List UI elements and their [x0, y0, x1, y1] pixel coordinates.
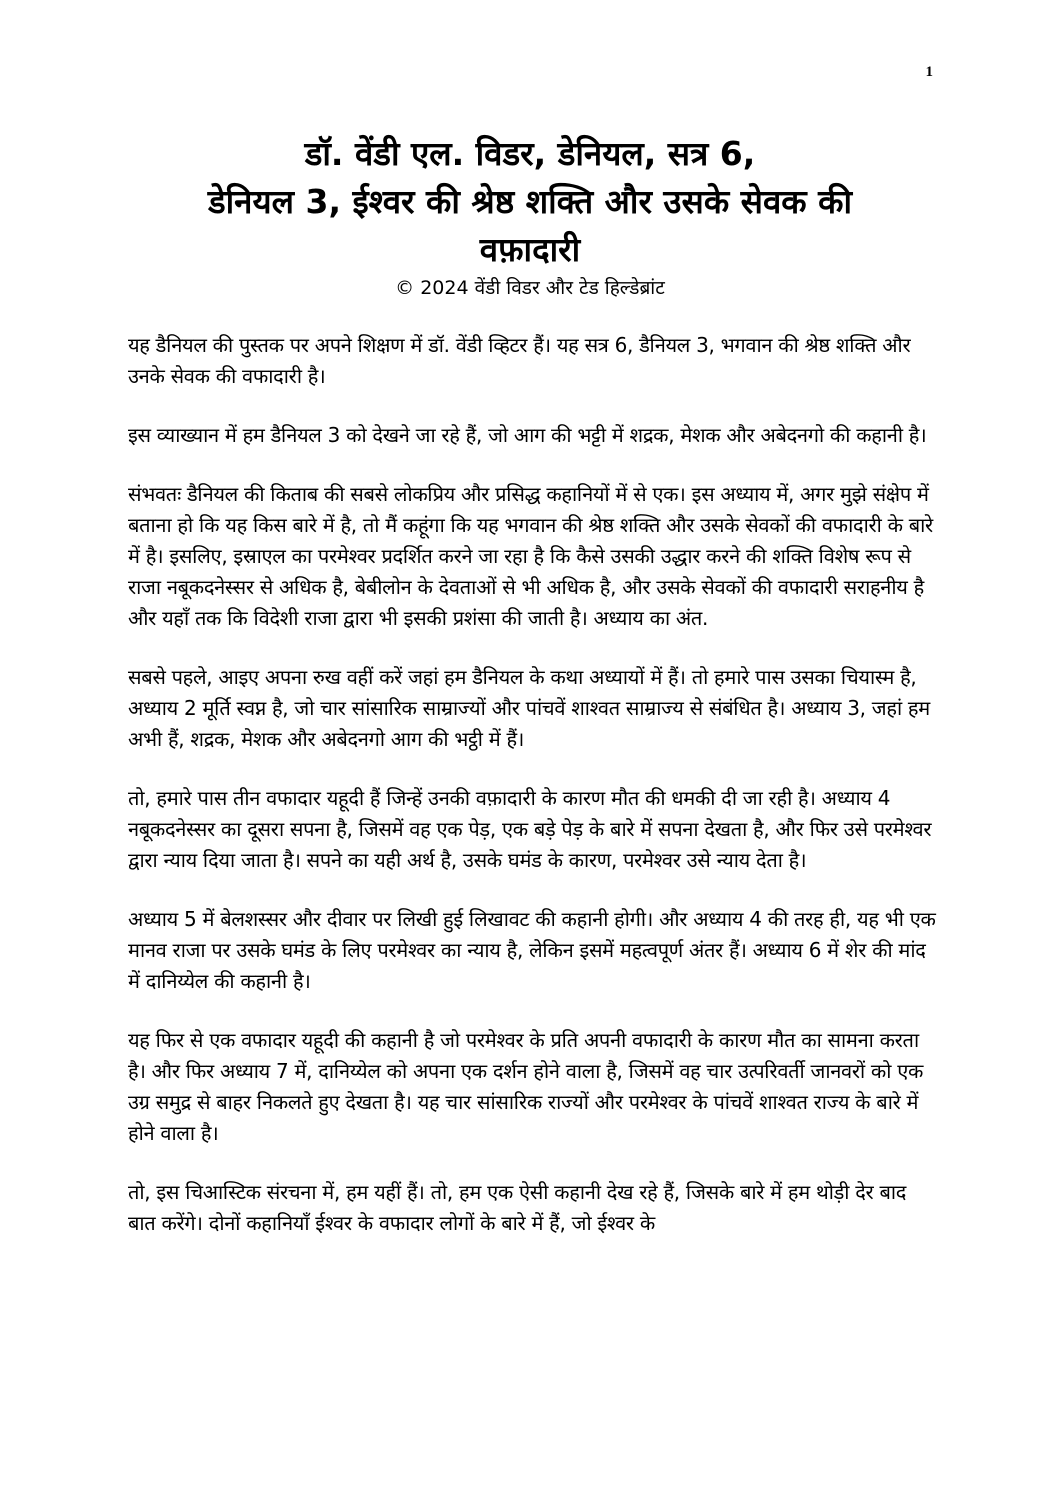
- body-text: [128, 330, 936, 1267]
- title-line-2: डेनियल 3, ईश्वर की श्रेष्ठ शक्ति और उसके सेवक की: [207, 182, 853, 221]
- paragraph: तो, हमारे पास तीन वफादार यहूदी हैं जिन्हें उनकी वफ़ादारी के कारण मौत की धमकी दी जा रही है। अध्याय 4 नबूकदनेस्सर का दूसरा सपना है, जिसमें वह एक पेड़, एक बड़े पेड़ के बारे में सपना देखता है, और फिर उसे परमेश्वर द्वारा न्याय दिया जाता है। सपने का यही अर्थ है, उसके घमंड के कारण, परमेश्वर उसे न्याय देता है।: [128, 786, 932, 872]
- paragraph: इस व्याख्यान में हम डैनियल 3 को देखने जा रहे हैं, जो आग की भट्टी में शद्रक, मेशक और अबेदनगो की कहानी है।: [128, 423, 927, 447]
- paragraph: सबसे पहले, आइए अपना रुख वहीं करें जहां हम डैनियल के कथा अध्यायों में हैं। तो हमारे पास उसका चियास्म है, अध्याय 2 मूर्ति स्वप्न है, जो चार सांसारिक साम्राज्यों और पांचवें शाश्वत साम्राज्य से संबंधित है। अध्याय 3, जहां हम अभी हैं, शद्रक, मेशक और अबेदनगो आग की भट्ठी में हैं।: [128, 665, 930, 751]
- paragraph: अध्याय 5 में बेलशस्सर और दीवार पर लिखी हुई लिखावट की कहानी होगी। और अध्याय 4 की तरह ही, यह भी एक मानव राजा पर उसके घमंड के लिए परमेश्वर का न्याय है, लेकिन इसमें महत्वपूर्ण अंतर हैं। अध्याय 6 में शेर की मांद में दानिय्येल की कहानी है।: [128, 907, 936, 993]
- copyright-line: © 2024 वेंडी विडर और टेड हिल्डेब्रांट: [395, 277, 665, 299]
- paragraph: यह डैनियल की पुस्तक पर अपने शिक्षण में डॉ. वेंडी व्हिटर हैं। यह सत्र 6, डैनियल 3, भगवान की श्रेष्ठ शक्ति और उनके सेवक की वफादारी है।: [128, 333, 911, 388]
- title-line-3: वफ़ादारी: [479, 230, 581, 269]
- paragraph: तो, इस चिआस्टिक संरचना में, हम यहीं हैं। तो, हम एक ऐसी कहानी देख रहे हैं, जिसके बारे में हम थोड़ी देर बाद बात करेंगे। दोनों कहानियाँ ईश्वर के वफादार लोगों के बारे में हैं, जो ईश्वर के: [128, 1180, 907, 1235]
- page-number: 1: [925, 64, 933, 80]
- paragraph: संभवतः डैनियल की किताब की सबसे लोकप्रिय और प्रसिद्ध कहानियों में से एक। इस अध्याय में, अगर मुझे संक्षेप में बताना हो कि यह किस बारे में है, तो मैं कहूंगा कि यह भगवान की श्रेष्ठ शक्ति और उसके सेवकों की वफादारी के बारे में है। इसलिए, इस्राएल का परमेश्वर प्रदर्शित करने जा रहा है कि कैसे उसकी उद्धार करने की शक्ति विशेष रूप से राजा नबूकदनेस्सर से अधिक है, बेबीलोन के देवताओं से भी अधिक है, और उसके सेवकों की वफादारी सराहनीय है और यहाँ तक कि विदेशी राजा द्वारा भी इसकी प्रशंसा की जाती है। अध्याय का अंत.: [128, 482, 933, 630]
- page-title: [130, 130, 930, 274]
- title-line-1: डॉ. वेंडी एल. विडर, डेनियल, सत्र 6,: [304, 134, 756, 173]
- paragraph: यह फिर से एक वफादार यहूदी की कहानी है जो परमेश्वर के प्रति अपनी वफादारी के कारण मौत का सामना करता है। और फिर अध्याय 7 में, दानिय्येल को अपना एक दर्शन होने वाला है, जिसमें वह चार उत्परिवर्ती जानवरों को एक उग्र समुद्र से बाहर निकलते हुए देखता है। यह चार सांसारिक राज्यों और परमेश्वर के पांचवें शाश्वत राज्य के बारे में होने वाला है।: [128, 1028, 924, 1145]
